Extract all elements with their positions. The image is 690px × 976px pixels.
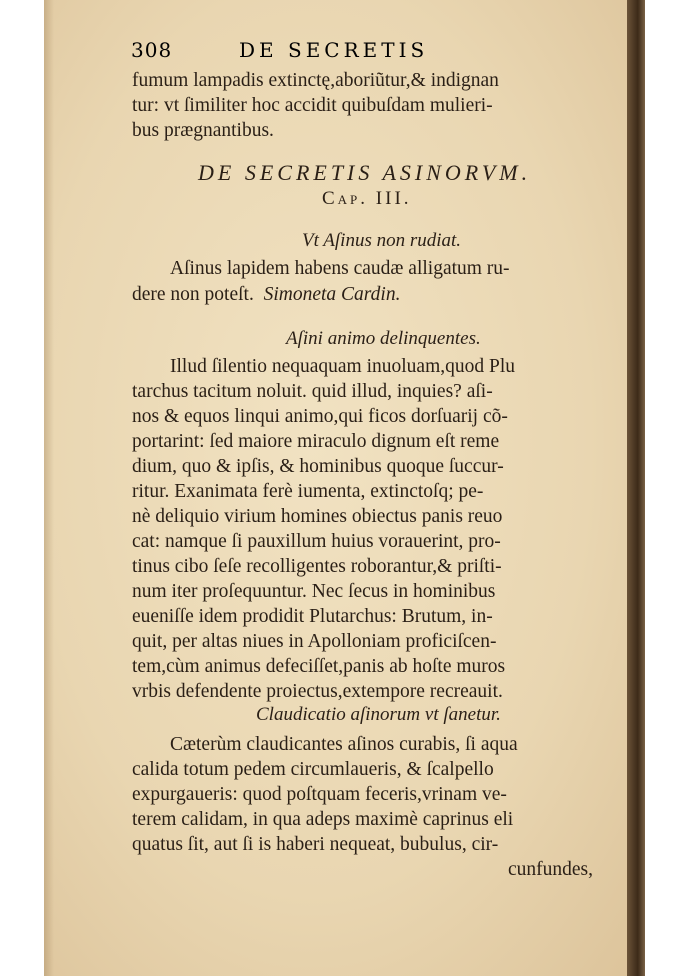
page-edge — [627, 0, 645, 976]
subheading: Vt Aſinus non rudiat. — [302, 230, 462, 251]
text-line: quit, per altas niues in Apolloniam proficiſcen- — [132, 631, 497, 652]
text-line: tinus cibo ſeſe recolligentes roborantur,& priſti- — [132, 556, 502, 577]
text-line: tem,cùm animus defeciſſet,panis ab hoſte muros — [132, 656, 506, 677]
text-line: expurgaueris: quod poſtquam feceris,vrinam ve- — [132, 784, 507, 805]
text-line: dium, quo & ipſis, & hominibus quoque ſuccur- — [132, 456, 504, 477]
text-line: num iter proſequuntur. Nec ſecus in hominibus — [132, 581, 496, 602]
text-line: fumum lampadis extinctę,aboriũtur,& indignan — [132, 70, 499, 91]
section-title: DE SECRETIS ASINORVM. — [198, 160, 532, 185]
text-line: nos & equos linqui animo,qui ficos dorſuarij cõ- — [132, 406, 508, 427]
text-line: bus prægnantibus. — [132, 120, 274, 141]
text-line: dere non poteſt. Simoneta Cardin. — [132, 284, 401, 305]
subheading: Aſini animo delinquentes. — [286, 328, 481, 349]
citation: Simoneta Cardin. — [263, 284, 401, 305]
text-line: tur: vt ſimiliter hoc accidit quibuſdam mulieri- — [132, 95, 493, 116]
text-line: tarchus tacitum noluit. quid illud, inquies? aſi- — [132, 381, 493, 402]
text-line: Illud ſilentio nequaquam inuoluam,quod Plu — [170, 356, 516, 377]
text-line: ritur. Exanimata ferè iumenta, extinctoſq; pe- — [132, 481, 484, 502]
catchword: cunfundes, — [508, 859, 594, 880]
page-number: 308 — [131, 38, 173, 62]
text-line: vrbis defendente proiectus,extempore recreauit. — [132, 681, 503, 702]
running-title: DE SECRETIS — [239, 38, 429, 62]
text-line: portarint: ſed maiore miraculo dignum eſt reme — [132, 431, 500, 452]
text-line: calida totum pedem circumlaueris, & ſcalpello — [132, 759, 494, 780]
subheading: Claudicatio aſinorum vt ſanetur. — [256, 704, 501, 725]
text-line: cat: namque ſi pauxillum huius vorauerint, pro- — [132, 531, 501, 552]
running-head — [131, 38, 611, 66]
text-line: nè deliquio virium homines obiectus panis reuo — [132, 506, 503, 527]
page-gutter-shadow — [44, 0, 54, 976]
text-line: Aſinus lapidem habens caudæ alligatum ru- — [170, 258, 510, 279]
text-line: eueniſſe idem prodidit Plutarchus: Brutum, in- — [132, 606, 493, 627]
text-line: quatus ſit, aut ſi is haberi nequeat, bubulus, cir- — [132, 834, 499, 855]
text-line: Cæterùm claudicantes aſinos curabis, ſi aqua — [170, 734, 518, 755]
chapter-number: Cap. III. — [322, 188, 412, 209]
text-line: terem calidam, in qua adeps maximè caprinus eli — [132, 809, 514, 830]
